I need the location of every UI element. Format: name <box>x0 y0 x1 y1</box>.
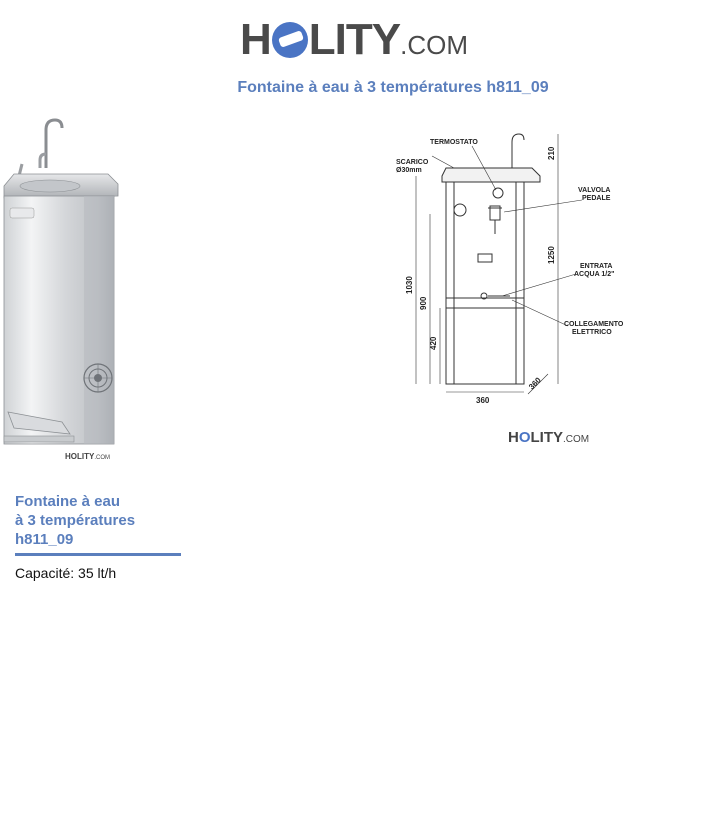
heading-underline <box>15 553 181 556</box>
photo-watermark-logo: HOLITY.COM <box>65 452 111 461</box>
label-acqua: ACQUA 1/2" <box>574 271 615 278</box>
label-pedale: PEDALE <box>582 195 611 202</box>
label-valvola: VALVOLA <box>578 187 611 194</box>
product-photo <box>0 116 130 466</box>
technical-drawing <box>392 128 632 458</box>
dim-210: 210 <box>547 146 556 160</box>
dim-360-width: 360 <box>476 396 490 405</box>
label-entrata: ENTRATA <box>580 263 613 270</box>
drawing-watermark-logo: HOLITY.COM <box>508 429 590 446</box>
product-heading-line1: Fontaine à eau <box>15 493 121 510</box>
label-scarico: SCARICO <box>396 159 429 166</box>
holity-logo[interactable] <box>240 12 490 68</box>
product-heading <box>15 492 185 549</box>
dim-1250: 1250 <box>547 246 556 264</box>
dim-900: 900 <box>419 296 428 310</box>
logo-o-icon <box>272 22 308 58</box>
product-heading-line2: à 3 températures <box>15 512 136 529</box>
dim-420: 420 <box>429 336 438 350</box>
dim-360-depth: 360 <box>527 375 543 392</box>
label-termostato: TERMOSTATO <box>430 139 478 146</box>
label-collegamento: COLLEGAMENTO <box>564 321 624 328</box>
label-scarico-size: Ø30mm <box>396 167 422 174</box>
product-heading-line3: h811_09 <box>15 531 74 548</box>
spec-value: 35 lt/h <box>78 565 117 581</box>
logo-wordmark: H LITY.COM <box>240 15 468 64</box>
page-title: Fontaine à eau à 3 températures h811_09 <box>237 79 549 96</box>
spec-label: Capacité: <box>15 565 75 581</box>
dim-1030: 1030 <box>405 276 414 294</box>
spec-capacity <box>15 565 116 581</box>
label-elettrico: ELETTRICO <box>572 329 612 336</box>
